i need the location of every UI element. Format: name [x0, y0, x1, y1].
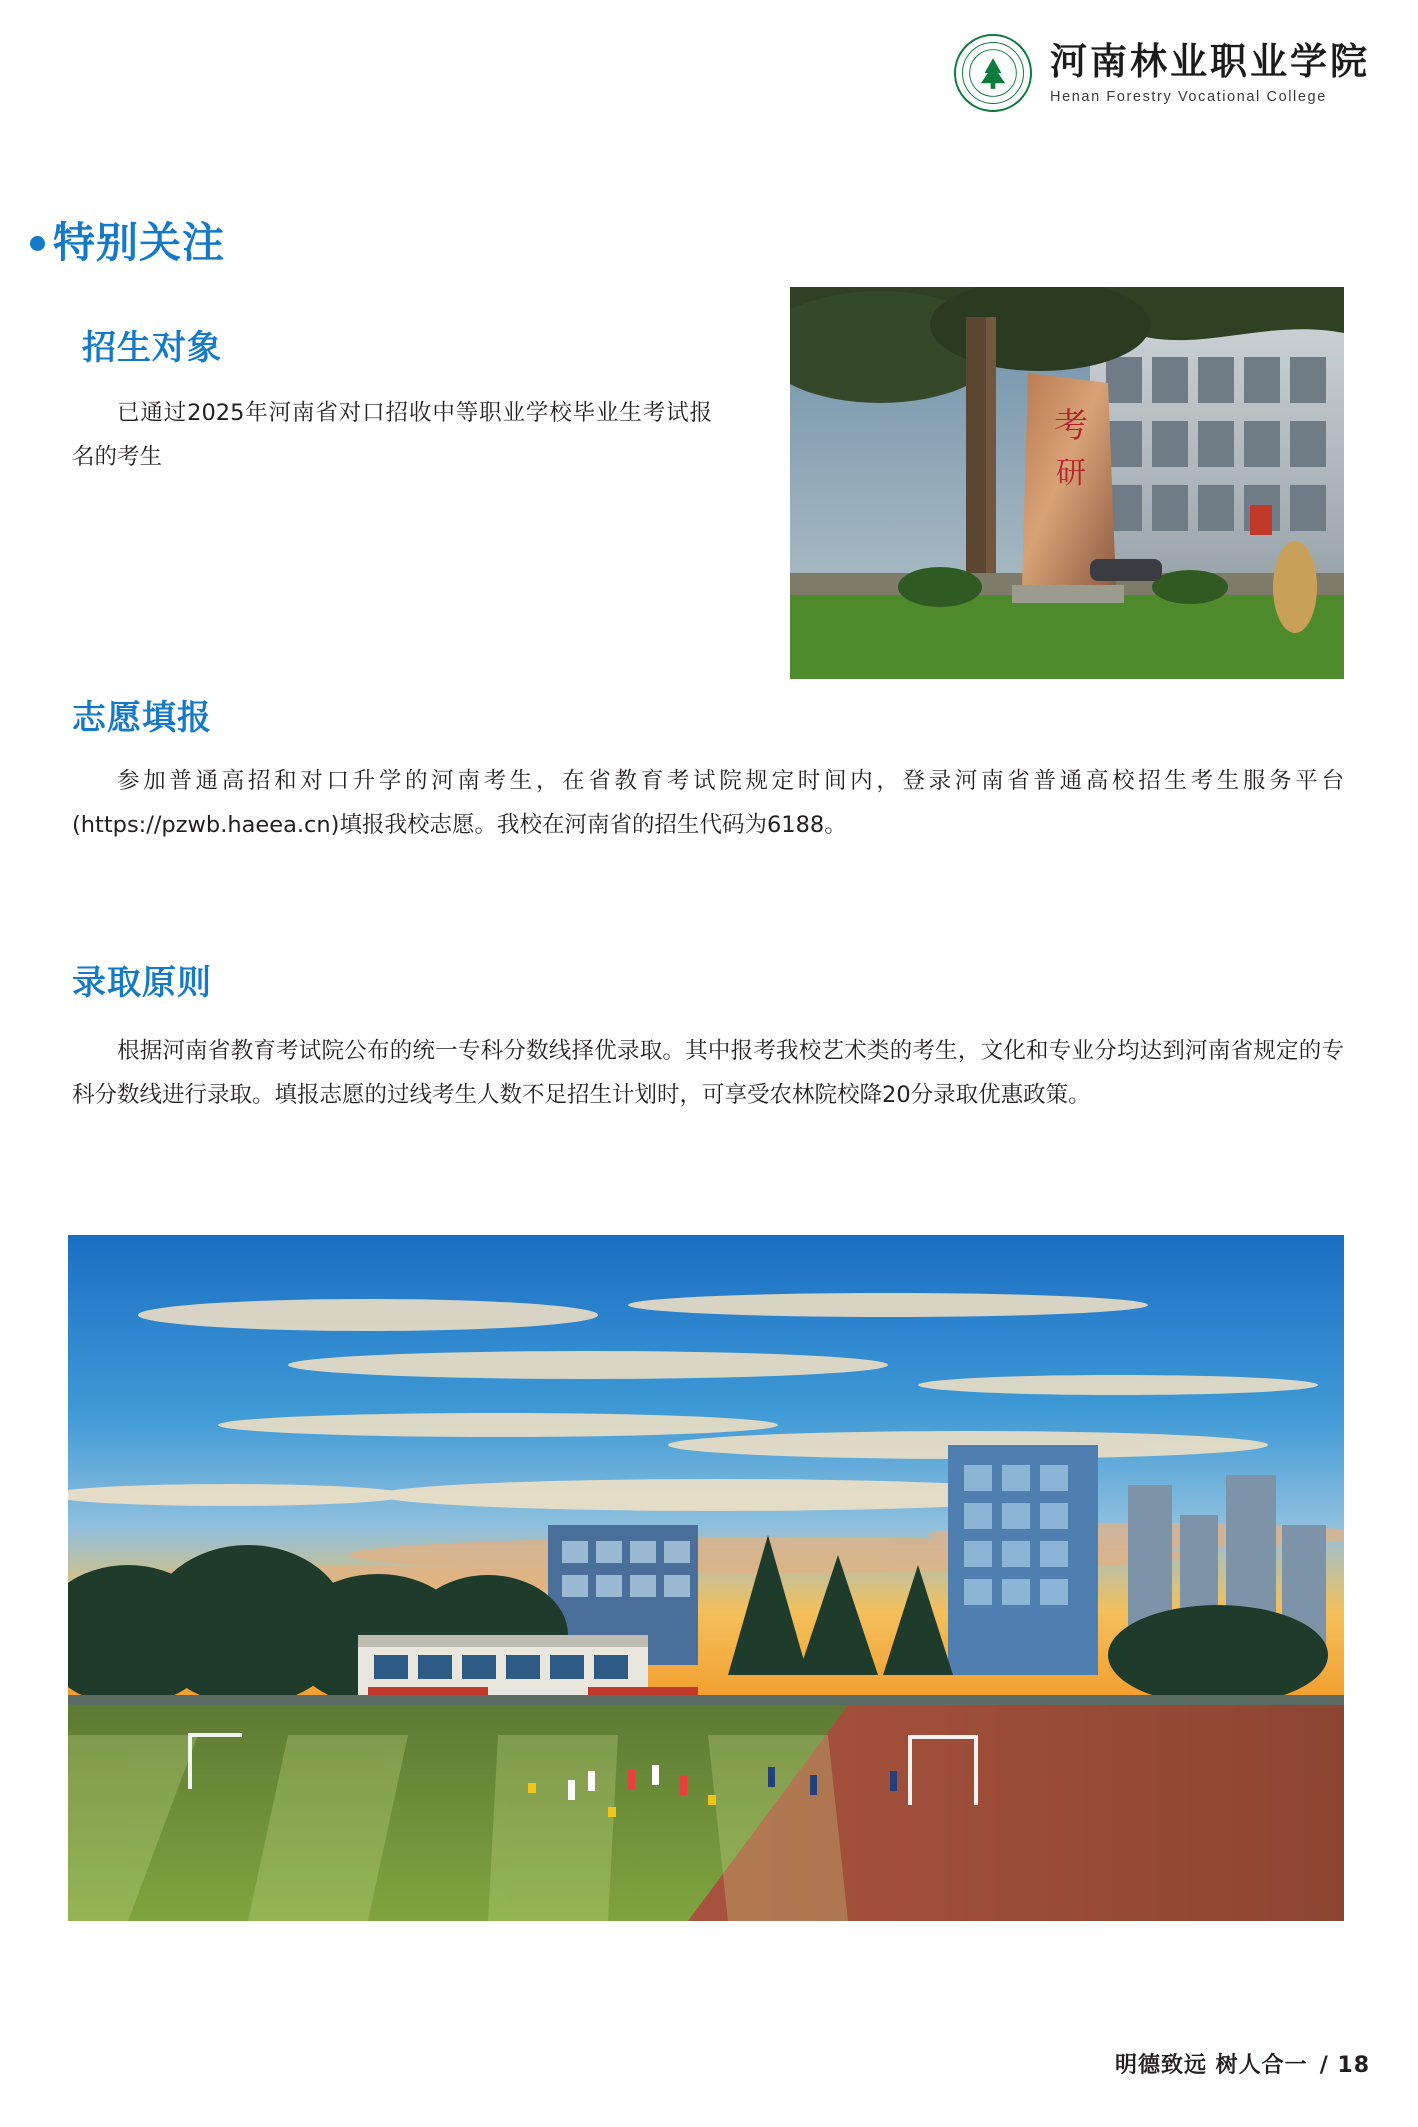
section-title: 特别关注	[53, 218, 226, 267]
campus-stadium-photo	[68, 1235, 1344, 1921]
subheading-admission-object: 招生对象	[82, 328, 222, 368]
svg-text:考: 考	[1054, 406, 1088, 446]
svg-text:研: 研	[1056, 456, 1086, 491]
paragraph-admission-object: 已通过2025年河南省对口招收中等职业学校毕业生考试报名的考生	[72, 400, 712, 470]
subheading-rules: 录取原则	[72, 963, 212, 1003]
bullet-dot-icon	[30, 236, 45, 251]
footer-motto: 明德致远 树人合一	[1115, 2053, 1308, 2078]
paragraph-rules: 根据河南省教育考试院公布的统一专科分数线择优录取。其中报考我校艺术类的考生，文化和专业分均达到河南省规定的专科分数线进行录取。填报志愿的过线考生人数不足招生计划时，可享受农林院校降20分录取优惠政策。	[72, 1038, 1344, 1108]
page-number: / 18	[1319, 2053, 1370, 2078]
college-name-en: Henan Forestry Vocational College	[1050, 88, 1327, 105]
paragraph-volunteer: 参加普通高招和对口升学的河南考生，在省教育考试院规定时间内，登录河南省普通高校招生考生服务平台(https://pzwb.haeea.cn)填报我校志愿。我校在河南省的招生代码为6188。	[72, 768, 1344, 838]
college-emblem-icon	[954, 34, 1032, 112]
college-name-cn: 河南林业职业学院	[1050, 39, 1370, 84]
page-footer	[1115, 2048, 1370, 2079]
subheading-volunteer: 志愿填报	[72, 698, 212, 738]
college-name-block	[1050, 41, 1370, 105]
page-header	[954, 34, 1370, 112]
section-heading	[30, 210, 225, 270]
campus-monument-photo	[790, 287, 1344, 679]
